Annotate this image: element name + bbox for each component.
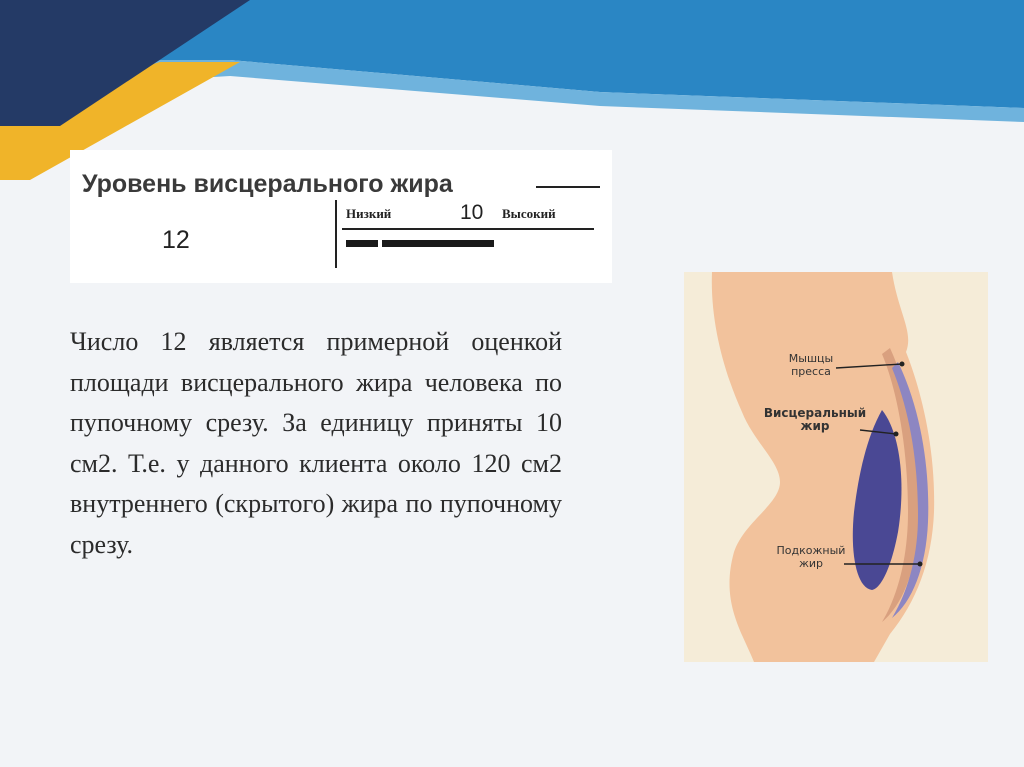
label-abdominal-muscles: Мышцы пресса <box>788 352 834 378</box>
gauge-scale-line <box>342 228 594 230</box>
label-subcutaneous-fat: Подкожный жир <box>776 544 846 570</box>
gauge-reference-value: 10 <box>460 201 484 224</box>
gauge-level-bar <box>346 240 494 247</box>
gauge-value: 12 <box>162 226 190 254</box>
gauge-low-label: Низкий <box>346 206 392 221</box>
gauge-track <box>346 240 592 248</box>
gauge-high-label: Высокий <box>502 206 556 221</box>
label-visceral-fat: Висцеральный жир <box>763 406 867 433</box>
explanation-paragraph: Число 12 является примерной оценкой площади висцерального жира человека по пупочному срезу. За единицу приняты 10 см2. Т.е. у данного клиента около 120 см2 внутреннего (скрытого) жира по пупочному срезу. <box>70 327 562 559</box>
abdomen-cross-section <box>684 272 988 662</box>
abdomen-illustration <box>684 272 988 662</box>
gauge-divider <box>335 200 337 268</box>
gauge-title: Уровень висцерального жира <box>82 170 453 198</box>
gauge-level-gap <box>378 240 382 247</box>
gauge-title-rule <box>536 186 600 188</box>
visceral-fat-gauge <box>70 150 612 283</box>
